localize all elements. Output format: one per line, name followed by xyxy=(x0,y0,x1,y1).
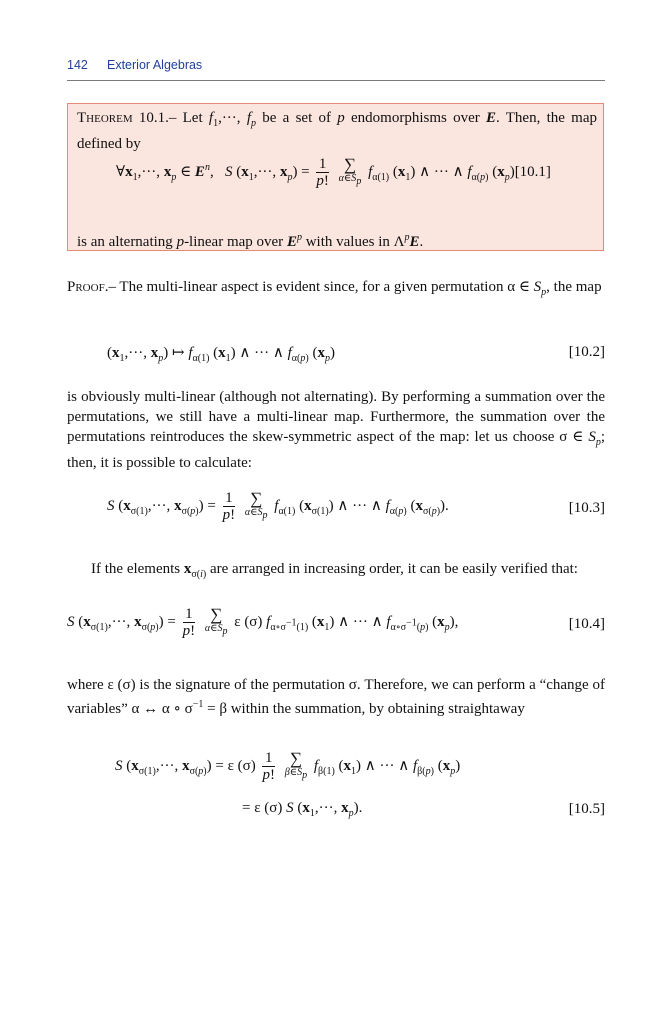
equation-number: [10.1] xyxy=(514,163,551,180)
theorem-statement: Theorem 10.1.– Let $f_1,\cdot\cdot\cdot$, $f_p$ be a set of p endomorphisms over E. Then, the map defined by xyxy=(77,110,598,152)
equation-number: [10.2] xyxy=(568,344,605,360)
equation-10-1: $\forall x_1,\cdot\cdot\cdot$, $x_p$ ∈ $E^n$, S ($x_1,\cdot\cdot\cdot$, $x_p$) = $\frac{1}{p!}$ ∑ $\alpha\in S_p$ $f_{\alpha(1)}$ $(x_1)$ ∧ ··· ∧ $f_{\alpha(p)}$ $(x_p)[10.1]$ xyxy=(116,155,551,189)
equation-number: [10.3] xyxy=(568,500,605,516)
equation-10-4: S ($x_{\sigma(1)},\cdot\cdot\cdot$, $x_{\sigma(p)}$) = $\frac{1}{p!}$ ∑ $\alpha\in S_p$ ε (σ) $f_{\alpha\circ\sigma^{-1}(1)}$ $(x_1)$ ∧ ··· ∧ $f_{\alpha\circ\sigma^{-1}(p)}$ $(x_p)$, xyxy=(67,605,459,639)
equation-number: [10.4] xyxy=(568,616,605,632)
equation-10-3: S ($x_{\sigma(1)},\cdot\cdot\cdot$, $x_{\sigma(p)}$) = $\frac{1}{p!}$ ∑ $\alpha\in S_p$ $f_{\alpha(1)}$ $(x_{\sigma(1)})$ ∧ ··· ∧ $f_{\alpha(p)}$ $(x_{\sigma(p)})$. xyxy=(107,489,449,523)
theorem-box xyxy=(67,103,604,251)
equation-10-5-line1: S ($x_{\sigma(1)},\cdot\cdot\cdot$, $x_{\sigma(p)}) = \varepsilon$ (σ) $\frac{1}{p!}$ ∑ $\beta\in S_p$ $f_{\beta(1)}$ $(x_1)$ ∧ ··· ∧ $f_{\beta(p)}$ $(x_p)$ xyxy=(115,749,461,783)
equation-10-2: ($x_1,\cdot\cdot\cdot$, $x_p$) ↦ $f_{\alpha(1)}$ $(x_1)$ ∧ ··· ∧ $f_{\alpha(p)}$ $(x_p)$ xyxy=(107,345,335,364)
proof-intro: Proof.– The multi-linear aspect is evident since, for a given permutation α ∈ $S_p$, the map xyxy=(67,279,602,298)
proof-paragraph: where ε (σ) is the signature of the permutation σ. Therefore, we can perform a “change of variables” α ↔ α ∘ $\sigma^{-1} = \beta$ within the summation, by obtaining straightaway xyxy=(67,677,605,717)
equation-number: [10.5] xyxy=(568,801,605,817)
theorem-number: 10.1.– xyxy=(138,110,177,126)
theorem-label: Theorem xyxy=(77,110,133,126)
equation-10-5-line2: = ε (σ) S ($x_1,\cdot\cdot\cdot$, $x_p$). xyxy=(242,800,363,819)
proof-paragraph: is obviously multi-linear (although not alternating). By performing a summation over the permutations, we still have a multi-linear map. Furthermore, the summation over the permutations reintroduces the skew-symmetric aspect of the map: let us choose σ ∈ $S_p$; then, it is possible to calculate: xyxy=(67,389,605,471)
proof-label: Proof xyxy=(67,279,105,295)
proof-paragraph: If the elements $x_{\sigma(i)}$ are arranged in increasing order, it can be easily verified that: xyxy=(91,561,578,580)
chapter-title: Exterior Algebras xyxy=(107,58,203,72)
theorem-closing: is an alternating p-linear map over $E^p$ with values in $\Lambda^pE$. xyxy=(77,232,424,250)
page-number: 142 xyxy=(67,58,88,72)
running-header xyxy=(67,56,605,81)
